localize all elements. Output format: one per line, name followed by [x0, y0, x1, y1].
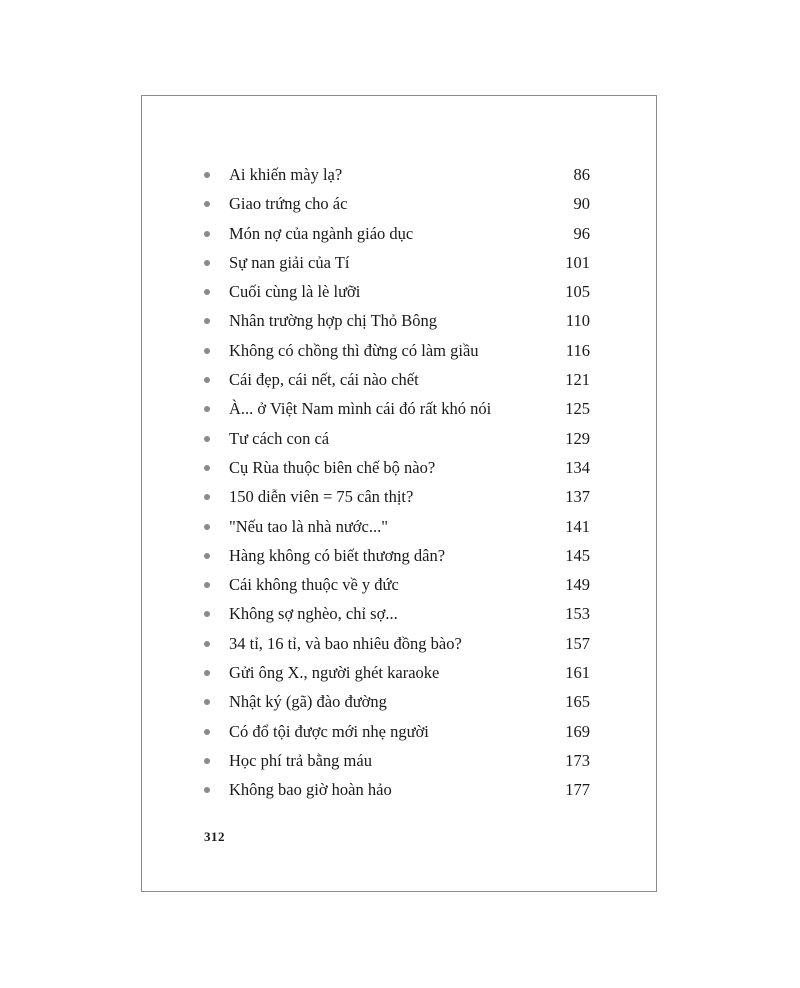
toc-entry: [204, 775, 590, 804]
toc-entry-title: Hàng không có biết thương dân?: [229, 545, 446, 565]
bullet-icon: [204, 611, 210, 617]
toc-entry: [204, 189, 590, 218]
toc-entry: [204, 599, 590, 628]
bullet-icon: [204, 406, 210, 412]
toc-entry: [204, 541, 590, 570]
toc-entry-page: 129: [565, 428, 590, 448]
toc-entry: [204, 570, 590, 599]
toc-entry-page: 157: [565, 633, 590, 653]
toc-entry-page: 110: [565, 311, 590, 331]
bullet-icon: [204, 553, 210, 559]
bullet-icon: [204, 758, 210, 764]
toc-entry: [204, 160, 590, 189]
bullet-icon: [204, 494, 210, 500]
toc-entry-page: 177: [565, 780, 590, 800]
toc-entry: [204, 746, 590, 775]
toc-entry: [204, 277, 590, 306]
bullet-icon: [204, 348, 210, 354]
toc-entry-page: 90: [573, 194, 590, 214]
toc-entry: [204, 306, 590, 335]
toc-entry-title: "Nếu tao là nhà nước...": [229, 516, 388, 536]
toc-entry-title: À... ở Việt Nam mình cái đó rất khó nói: [229, 399, 492, 419]
toc-entry-page: 173: [565, 750, 590, 770]
bullet-icon: [204, 318, 210, 324]
bullet-icon: [204, 670, 210, 676]
toc-entry-page: 145: [565, 545, 590, 565]
toc-entry-title: Cụ Rùa thuộc biên chế bộ nào?: [229, 457, 436, 477]
toc-entry-title: Không sợ nghèo, chỉ sợ...: [229, 604, 398, 624]
toc-entry-title: Tư cách con cá: [229, 428, 330, 448]
toc-entry-page: 137: [565, 487, 590, 507]
toc-entry-title: Món nợ của ngành giáo dục: [229, 223, 414, 243]
toc-entry-page: 116: [565, 340, 590, 360]
toc-entry-title: Học phí trả bằng máu: [229, 750, 372, 770]
toc-entry-title: Giao trứng cho ác: [229, 194, 348, 214]
toc-entry-page: 105: [565, 282, 590, 302]
toc-entry-title: Cái không thuộc về y đức: [229, 575, 399, 595]
toc-entry-title: Gửi ông X., người ghét karaoke: [229, 663, 440, 683]
toc-entry-page: 141: [565, 516, 590, 536]
bullet-icon: [204, 172, 210, 178]
toc-entry-page: 86: [573, 165, 590, 184]
toc-entry: [204, 453, 590, 482]
bullet-icon: [204, 436, 210, 442]
toc-entry-title: Cuối cùng là lè lưỡi: [229, 282, 361, 302]
toc-entry-title: 150 diễn viên = 75 cân thịt?: [229, 487, 414, 507]
toc-entry-title: Ai khiến mày lạ?: [229, 165, 343, 184]
toc-entry-title: Sự nan giải của Tí: [229, 252, 350, 272]
bullet-icon: [204, 231, 210, 237]
toc-entry-page: 153: [565, 604, 590, 624]
book-page: [141, 95, 657, 892]
bullet-icon: [204, 641, 210, 647]
toc-entry: [204, 394, 590, 423]
toc-entry: [204, 219, 590, 248]
bullet-icon: [204, 289, 210, 295]
toc-entry: [204, 365, 590, 394]
toc-entry-title: Nhật ký (gã) đào đường: [229, 692, 387, 712]
bullet-icon: [204, 582, 210, 588]
toc-entry-title: Nhân trường hợp chị Thỏ Bông: [229, 311, 438, 331]
toc-entry-page: 165: [565, 692, 590, 712]
bullet-icon: [204, 699, 210, 705]
bullet-icon: [204, 260, 210, 266]
toc-entry-page: 96: [573, 223, 590, 243]
toc-entry-page: 161: [565, 663, 590, 683]
toc-entry: [204, 658, 590, 687]
toc-entry-page: 101: [565, 252, 590, 272]
toc-entry: [204, 629, 590, 658]
toc-entry-page: 149: [565, 575, 590, 595]
toc-entry: [204, 512, 590, 541]
toc-entry-title: 34 tỉ, 16 tỉ, và bao nhiêu đồng bào?: [229, 633, 462, 653]
toc-entry-page: 134: [565, 457, 590, 477]
toc-entry-title: Không có chồng thì đừng có làm giầu: [229, 340, 479, 360]
toc-entry: [204, 687, 590, 716]
bullet-icon: [204, 729, 210, 735]
bullet-icon: [204, 787, 210, 793]
table-of-contents: [204, 160, 590, 805]
toc-entry-page: 169: [565, 721, 590, 741]
bullet-icon: [204, 377, 210, 383]
toc-entry-title: Cái đẹp, cái nết, cái nào chết: [229, 370, 419, 390]
toc-entry-title: Có đổ tội được mới nhẹ người: [229, 721, 429, 741]
toc-entry: [204, 482, 590, 511]
bullet-icon: [204, 201, 210, 207]
toc-entry: [204, 248, 590, 277]
toc-entry: [204, 336, 590, 365]
toc-entry-page: 121: [565, 370, 590, 390]
toc-entry-page: 125: [565, 399, 590, 419]
toc-entry: [204, 424, 590, 453]
page-number: 312: [204, 829, 225, 844]
bullet-icon: [204, 524, 210, 530]
toc-entry: [204, 717, 590, 746]
bullet-icon: [204, 465, 210, 471]
toc-entry-title: Không bao giờ hoàn hảo: [229, 780, 392, 800]
